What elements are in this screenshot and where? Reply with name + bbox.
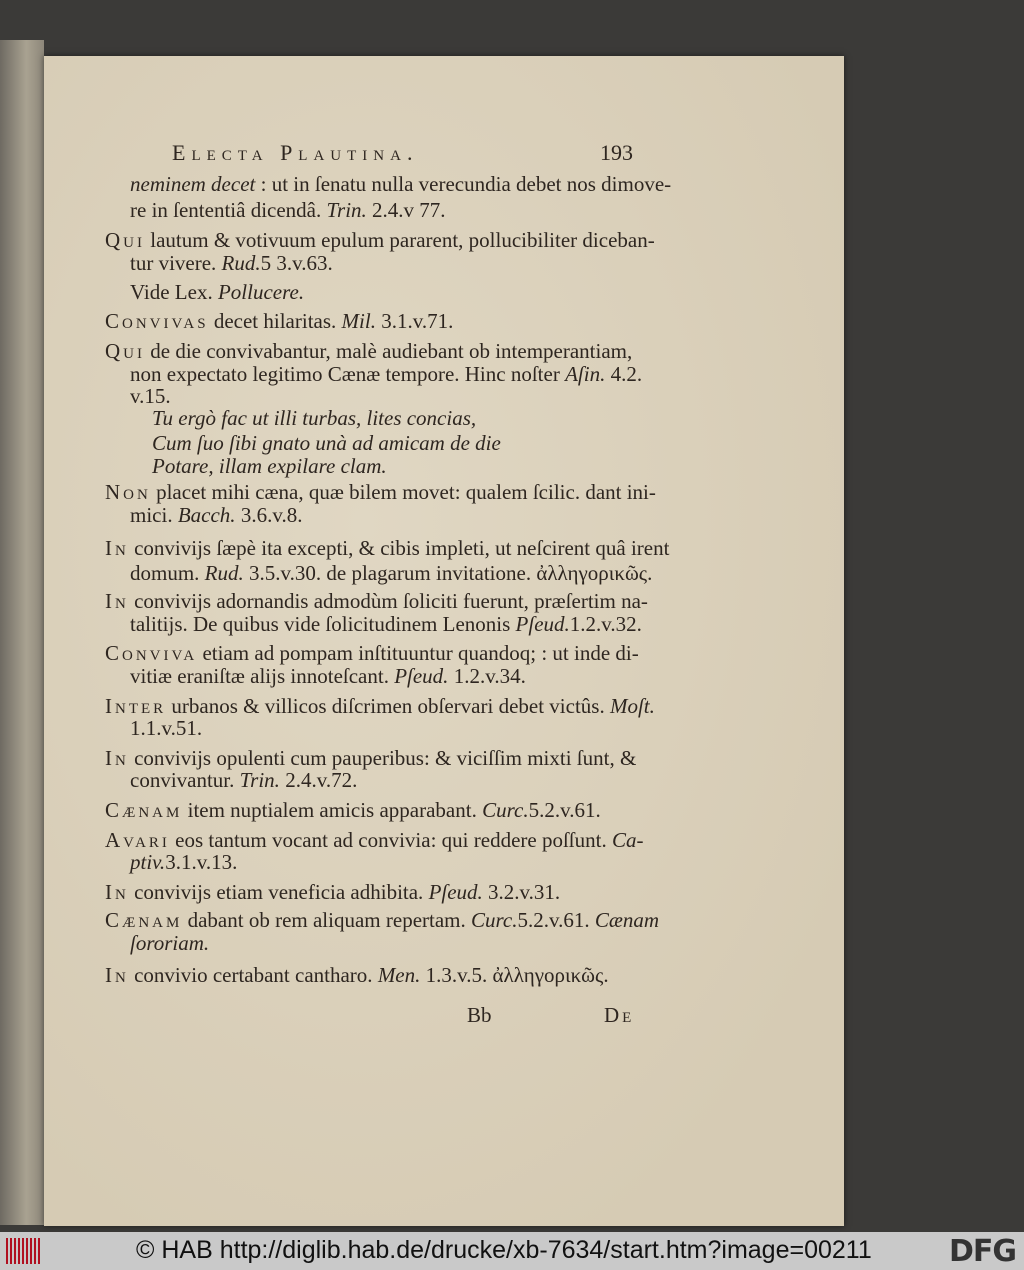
- text-segment: In: [105, 536, 129, 560]
- previous-page-edge: [0, 40, 44, 1225]
- text-segment: Cænam: [105, 798, 183, 822]
- text-segment: eos tantum vocant ad convivia: qui reddere poſſunt.: [169, 828, 612, 852]
- text-line: [105, 880, 560, 904]
- text-line: [105, 641, 639, 665]
- text-segment: Cænam: [105, 908, 183, 932]
- text-line: [130, 716, 202, 740]
- text-segment: In: [105, 589, 129, 613]
- text-line: [130, 850, 237, 874]
- text-segment: Aſin.: [565, 362, 606, 386]
- text-segment: 3.1.v.71.: [375, 309, 454, 333]
- text-line: [105, 694, 655, 718]
- text-segment: v.15.: [130, 384, 171, 408]
- text-segment: Cænam: [594, 908, 660, 932]
- text-segment: 1.2.v.34.: [448, 664, 526, 688]
- text-segment: Qui: [105, 339, 145, 363]
- text-segment: convivijs ſæpè ita excepti, & cibis impleti, ut neſcirent quâ irent: [128, 536, 670, 560]
- text-line: [152, 431, 501, 455]
- text-line: [152, 454, 387, 478]
- text-segment: Avari: [105, 828, 170, 852]
- text-segment: Tu ergò fac ut illi turbas, lites concias,: [152, 406, 477, 430]
- text-line: [130, 503, 302, 527]
- footer-url[interactable]: © HAB http://diglib.hab.de/drucke/xb-7634/start.htm?image=00211: [136, 1236, 872, 1264]
- text-segment: domum.: [130, 561, 205, 585]
- text-segment: convivijs opulenti cum pauperibus: & viciſſim mixti ſunt, &: [128, 746, 637, 770]
- text-segment: 2.4.v 77.: [366, 198, 446, 222]
- text-segment: mici.: [130, 503, 178, 527]
- text-segment: vitiæ eraniſtæ alijs innoteſcant.: [130, 664, 395, 688]
- text-segment: 5.2.v.61.: [517, 908, 595, 932]
- text-segment: 2.4.v.72.: [279, 768, 358, 792]
- text-segment: Qui: [105, 228, 145, 252]
- text-line: [130, 198, 446, 222]
- text-segment: Men.: [377, 963, 421, 987]
- text-segment: 3.2.v.31.: [482, 880, 561, 904]
- signature-mark: Bb: [467, 1003, 492, 1027]
- text-segment: urbanos & villicos diſcrimen obſervari debet victûs.: [166, 694, 610, 718]
- text-segment: ptiv.: [130, 850, 166, 874]
- text-line: [105, 339, 632, 363]
- text-line: [130, 384, 171, 408]
- text-segment: Pſeud.: [515, 612, 570, 636]
- text-line: [105, 908, 659, 932]
- text-segment: 1.2.v.32.: [569, 612, 642, 636]
- text-segment: Rud.: [221, 251, 261, 275]
- text-segment: Trin.: [326, 198, 367, 222]
- text-segment: Rud.: [204, 561, 244, 585]
- text-line: [105, 589, 648, 613]
- text-segment: 5.2.v.61.: [528, 798, 601, 822]
- text-segment: 3.6.v.8.: [235, 503, 303, 527]
- text-line: [152, 406, 476, 430]
- text-line: [105, 963, 609, 987]
- text-segment: de die convivabantur, malè audiebant ob intemperantiam,: [145, 339, 633, 363]
- text-segment: convivantur.: [130, 768, 240, 792]
- text-segment: Pſeud.: [394, 664, 449, 688]
- text-segment: Moſt.: [609, 694, 655, 718]
- text-line: [130, 768, 357, 792]
- text-segment: Potare, illam expilare clam.: [152, 454, 387, 478]
- text-line: [130, 172, 671, 196]
- text-segment: In: [105, 963, 129, 987]
- text-segment: Cum ſuo ſibi gnato unà ad amicam de die: [152, 431, 501, 455]
- text-segment: neminem decet: [130, 172, 256, 196]
- text-segment: etiam ad pompam inſtituuntur quandoq; : ut inde di-: [197, 641, 639, 665]
- text-segment: convivio certabant cantharo.: [128, 963, 378, 987]
- hab-logo-icon: [6, 1238, 42, 1264]
- catchword: De: [604, 1003, 635, 1027]
- text-line: [105, 480, 656, 504]
- text-segment: : ut in ſenatu nulla verecundia debet nos dimove-: [255, 172, 672, 196]
- text-segment: decet hilaritas.: [208, 309, 342, 333]
- text-line: [130, 561, 652, 585]
- running-head: Electa Plautina.: [172, 140, 419, 165]
- text-segment: placet mihi cæna, quæ bilem movet: qualem ſcilic. dant ini-: [150, 480, 656, 504]
- text-segment: 3.1.v.13.: [165, 850, 238, 874]
- text-segment: Curc.: [482, 798, 529, 822]
- dfg-logo: DFG: [948, 1234, 1016, 1269]
- text-line: [130, 280, 304, 304]
- text-segment: In: [105, 880, 129, 904]
- page-number: 193: [600, 140, 633, 165]
- text-line: [130, 612, 642, 636]
- text-segment: Bacch.: [177, 503, 236, 527]
- text-segment: 1.3.v.5. ἀλληγορικῶς.: [420, 963, 609, 987]
- text-segment: 3.5.v.30. de plagarum invitatione. ἀλληγορικῶς.: [243, 561, 653, 585]
- text-line: [130, 664, 526, 688]
- text-segment: Convivas: [105, 309, 209, 333]
- text-segment: Non: [105, 480, 151, 504]
- text-segment: talitijs. De quibus vide ſolicitudinem Lenonis: [130, 612, 516, 636]
- text-segment: Pollucere.: [217, 280, 305, 304]
- text-line: [130, 931, 209, 955]
- text-line: [105, 798, 601, 822]
- text-segment: In: [105, 746, 129, 770]
- text-segment: 1.1.v.51.: [130, 716, 203, 740]
- text-segment: re in ſententiâ dicendâ.: [130, 198, 327, 222]
- text-line: [130, 362, 642, 386]
- text-line: [105, 828, 643, 852]
- text-segment: tur vivere.: [130, 251, 222, 275]
- text-segment: lautum & votivuum epulum pararent, pollucibiliter diceban-: [145, 228, 655, 252]
- text-segment: convivijs etiam veneficia adhibita.: [128, 880, 429, 904]
- text-segment: Pſeud.: [428, 880, 483, 904]
- text-segment: item nuptialem amicis apparabant.: [182, 798, 483, 822]
- text-segment: Trin.: [239, 768, 280, 792]
- text-segment: Mil.: [341, 309, 376, 333]
- text-segment: Inter: [105, 694, 167, 718]
- text-line: [105, 228, 655, 252]
- text-segment: Conviva: [105, 641, 198, 665]
- text-segment: Curc.: [471, 908, 518, 932]
- text-segment: non expectato legitimo Cænæ tempore. Hinc noſter: [130, 362, 566, 386]
- text-line: [105, 746, 636, 770]
- text-segment: Ca-: [611, 828, 644, 852]
- text-segment: convivijs adornandis admodùm ſoliciti fuerunt, præſertim na-: [128, 589, 648, 613]
- text-segment: dabant ob rem aliquam repertam.: [182, 908, 471, 932]
- text-line: [105, 536, 669, 560]
- text-segment: 5 3.v.63.: [260, 251, 333, 275]
- text-segment: 4.2.: [605, 362, 643, 386]
- text-line: [105, 309, 453, 333]
- text-segment: ſororiam.: [130, 931, 210, 955]
- text-segment: Vide Lex.: [130, 280, 218, 304]
- text-line: [130, 251, 333, 275]
- footer-bar: [0, 1232, 1024, 1270]
